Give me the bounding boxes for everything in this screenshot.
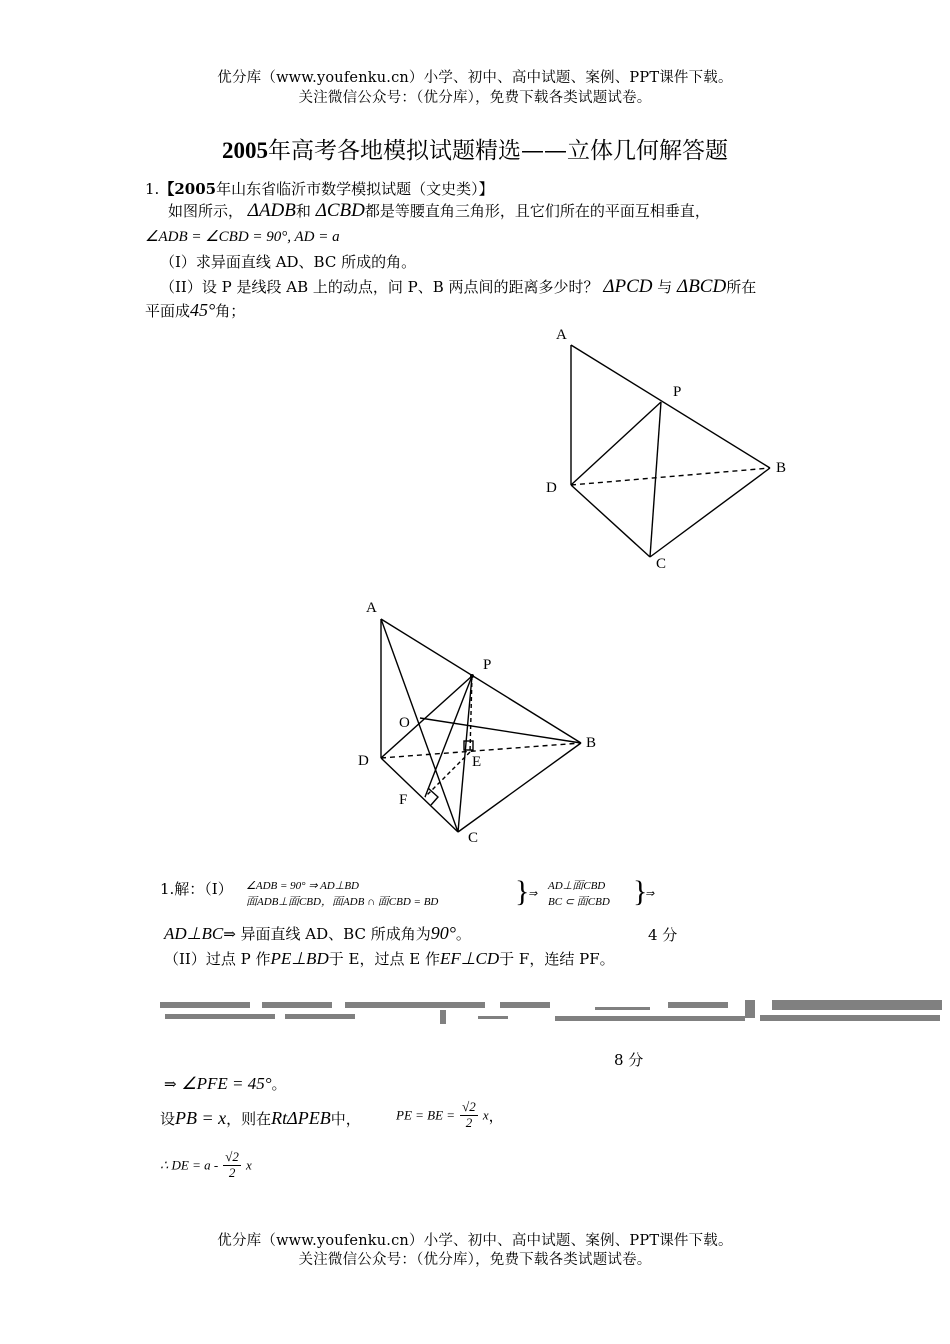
edge-ab xyxy=(571,345,770,468)
figure-2 xyxy=(381,619,581,832)
triangle-bcd: ΔBCD xyxy=(677,276,727,297)
problem-part-1: （I）求异面直线 AD、BC 所成的角。 xyxy=(160,253,417,271)
triangle-cbd: ΔCBD xyxy=(315,200,365,221)
label-d: D xyxy=(546,480,557,496)
part2-b: 所在 xyxy=(726,278,757,296)
arrow-1: ⇒ xyxy=(528,888,538,900)
bracket: 【 xyxy=(159,180,175,198)
edge2-ab xyxy=(381,619,581,743)
point-p xyxy=(470,674,474,678)
de-expression xyxy=(160,1150,252,1181)
pe-be-expression xyxy=(396,1100,504,1131)
label2-e: E xyxy=(472,754,482,770)
sys2-line1: AD⊥面CBD xyxy=(548,880,606,892)
problem-number: 1. xyxy=(145,180,160,198)
de-frac-num: √2 xyxy=(225,1149,239,1164)
score-4: 4 分 xyxy=(648,926,678,944)
part2-a: （II）设 P 是线段 AB 上的动点，问 P、B 两点间的距离多少时？ xyxy=(160,278,599,296)
edge2-dc xyxy=(381,758,458,832)
footer-line-2: 关注微信公众号：（优分库），免费下载各类试题试卷。 xyxy=(298,1252,652,1268)
fraction-sqrt2-over-2 xyxy=(460,1100,478,1131)
concl-end: 。 xyxy=(455,925,471,943)
with-word: 与 xyxy=(657,278,673,296)
source-text: 年山东省临沂市数学模拟试题（文史类）】 xyxy=(216,180,494,198)
de-lhs: ∴ DE = a - xyxy=(160,1157,219,1173)
source-year: 2005 xyxy=(174,180,217,198)
triangle-adb: ΔADB xyxy=(247,200,296,221)
let-b: ，则在 xyxy=(226,1110,272,1128)
solution-system-2 xyxy=(548,878,610,910)
edge-bc xyxy=(650,468,770,557)
sys2-line2: BC ⊂ 面CBD xyxy=(548,896,610,908)
let-a: 设 xyxy=(160,1110,176,1128)
sys1-line1: ∠ADB = 90° ⇒ AD⊥BD xyxy=(246,880,359,892)
frac-num: √2 xyxy=(462,1099,476,1114)
concl-text: ⇒ 异面直线 AD、BC 所成角为 xyxy=(223,925,431,943)
header-line-1: 优分库（www.youfenku.cn）小学、初中、高中试题、案例、PPT课件下载。 xyxy=(217,70,733,86)
part2-d: 角； xyxy=(215,302,246,320)
label2-p: P xyxy=(483,657,492,673)
intro-a: 如图所示， xyxy=(168,202,244,220)
solution-conclusion-1 xyxy=(164,923,471,944)
edge2-pf xyxy=(425,676,472,797)
pe-bd: PE⊥BD xyxy=(270,949,329,968)
triangle-pcd: ΔPCD xyxy=(603,276,653,297)
score-8: 8 分 xyxy=(614,1051,644,1069)
ef-cd: EF⊥CD xyxy=(439,949,500,968)
brace-1: } xyxy=(515,875,530,908)
edge-pc xyxy=(650,402,661,557)
sol-part2-a: （II）过点 P 作 xyxy=(164,950,271,968)
title-year: 2005 xyxy=(222,138,268,163)
let-pb-line xyxy=(160,1108,361,1129)
arrow-2: ⇒ xyxy=(645,888,655,900)
concl-math: AD⊥BC xyxy=(164,924,224,943)
edge-dc xyxy=(571,485,650,557)
label-a: A xyxy=(556,327,567,343)
intro-b: 都是等腰直角三角形，且它们所在的平面互相垂直， xyxy=(364,202,710,220)
problem-condition: ∠ADB = ∠CBD = 90°, AD = a xyxy=(145,229,340,245)
label2-d: D xyxy=(358,753,369,769)
brace-2: } xyxy=(633,875,648,908)
angle-pfe: ∠PFE = 45° xyxy=(181,1074,272,1093)
let-c: 中， xyxy=(330,1110,361,1128)
angle-pfe-line xyxy=(164,1073,287,1094)
label2-a: A xyxy=(366,600,377,616)
right-angle-f xyxy=(428,788,438,805)
title-text: 年高考各地模拟试题精选——立体几何解答题 xyxy=(268,138,728,164)
solution-part-2 xyxy=(164,948,615,969)
and-word: 和 xyxy=(295,202,311,220)
solution-label: 1.解：（I） xyxy=(160,880,233,898)
solution-system-1 xyxy=(246,878,438,910)
de-frac-den: 2 xyxy=(228,1164,236,1180)
label2-b: B xyxy=(586,735,597,751)
de-x: x xyxy=(246,1157,252,1173)
pe-lhs: PE = BE = xyxy=(396,1107,456,1123)
fraction-de xyxy=(223,1150,241,1181)
let-pb: PB = x xyxy=(175,1108,227,1128)
label2-f: F xyxy=(399,792,408,808)
label-c: C xyxy=(656,556,667,572)
label-b: B xyxy=(776,460,787,476)
label2-c: C xyxy=(468,830,479,846)
edge-db-dashed xyxy=(571,468,770,485)
header-line-2: 关注微信公众号：（优分库），免费下载各类试题试卷。 xyxy=(298,90,652,106)
angle-end: 。 xyxy=(271,1075,287,1093)
sol-part2-b: 于 E，过点 E 作 xyxy=(328,950,440,968)
edge2-ob xyxy=(420,718,581,743)
concl-angle: 90° xyxy=(430,923,456,943)
pe-comma: ， xyxy=(488,1106,504,1125)
edge2-pc xyxy=(458,676,472,832)
part2-c: 平面成 xyxy=(145,302,191,320)
label-p: P xyxy=(673,384,682,400)
label2-o: O xyxy=(399,715,410,731)
sys1-line2: 面ADB⊥面CBD，面ADB ∩ 面CBD = BD xyxy=(246,896,439,908)
edge2-ac xyxy=(381,619,458,832)
angle-45: 45° xyxy=(190,300,216,320)
footer-line-1: 优分库（www.youfenku.cn）小学、初中、高中试题、案例、PPT课件下载。 xyxy=(217,1233,733,1249)
edge-dp xyxy=(571,402,661,485)
sol-part2-c: 于 F，连结 PF。 xyxy=(499,950,615,968)
pe-x: x xyxy=(482,1107,489,1123)
angle-arrow: ⇒ xyxy=(164,1075,177,1093)
frac-den: 2 xyxy=(465,1114,473,1130)
let-tri: RtΔPEB xyxy=(271,1108,331,1128)
